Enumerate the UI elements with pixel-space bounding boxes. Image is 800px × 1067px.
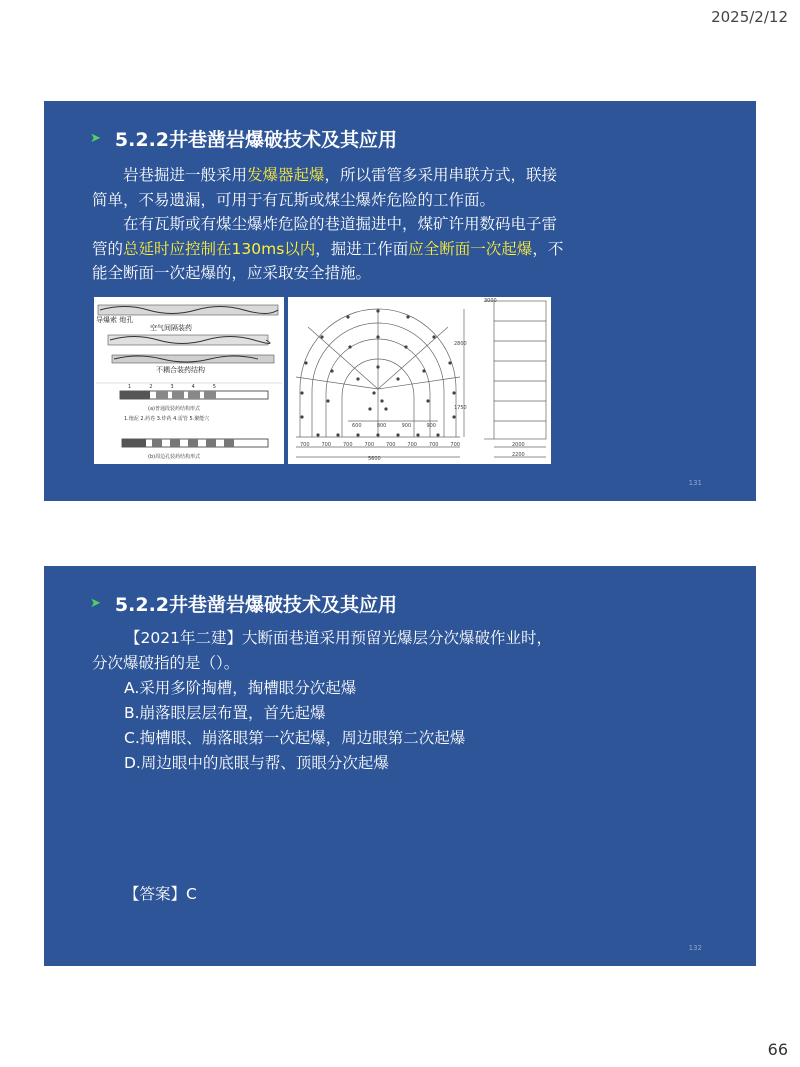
- blasthole-layout-figure: [288, 297, 551, 464]
- charge-structure-figure: [94, 297, 284, 464]
- paragraph-text: 岩巷掘进一般采用: [123, 166, 248, 184]
- figure-caption-b: (b)周边孔装药结构形式: [148, 454, 201, 460]
- dimension-height: 2800: [454, 341, 467, 347]
- question-line-2: 分次爆破指的是（）。: [92, 654, 240, 672]
- option-c: C.掏槽眼、崩落眼第一次起爆，周边眼第二次起爆: [124, 729, 466, 747]
- figure-label-mid: 空气间隔装药: [150, 324, 192, 332]
- print-date: 2025/2/12: [711, 8, 788, 26]
- highlighted-text: 发爆器起爆: [247, 166, 325, 184]
- slide-title: [90, 125, 397, 152]
- question-line-1: 【2021年二建】大断面巷道采用预留光爆层分次爆破作业时，: [125, 629, 552, 647]
- option-d: D.周边眼中的底眼与帮、顶眼分次起爆: [124, 754, 389, 772]
- question-block: [92, 626, 652, 776]
- slide-132: [44, 566, 756, 966]
- dimension-width: 5600: [368, 456, 381, 462]
- highlighted-text: 应全断面一次起爆: [408, 239, 533, 258]
- dimension-side: 1750: [454, 405, 467, 411]
- arrow-bullet-icon: ➤: [90, 596, 101, 611]
- slide-title-text: 5.2.2井巷凿岩爆破技术及其应用: [114, 129, 398, 151]
- dimension-top: 3000: [484, 298, 497, 304]
- answer-text: 【答案】C: [124, 885, 197, 903]
- dimension-side-b: 2200: [512, 452, 525, 458]
- dimension-mid-row: 600 800 900 900: [352, 423, 436, 429]
- slide-number: 132: [688, 944, 702, 952]
- paragraph-text: ，掘进工作面: [315, 239, 409, 258]
- arrow-bullet-icon: ➤: [90, 131, 101, 146]
- figure-label-top: 导爆索 炮孔: [96, 316, 134, 324]
- paragraph-text: 在有瓦斯或有煤尘爆炸危险的巷道掘进中，煤矿许用数码电子雷管的: [92, 215, 558, 258]
- option-b: B.崩落眼层层布置，首先起爆: [124, 704, 326, 722]
- slide-body: [92, 163, 572, 286]
- paragraph-text: ，所以雷管多采用串联方式，联接简单，不易遗漏，可用于有瓦斯或煤尘爆炸危险的工作面。: [92, 166, 558, 209]
- slide-131: [44, 101, 756, 501]
- figure-part-numbers-a: 12345: [128, 384, 234, 390]
- figure-label-low: 不耦合装药结构: [156, 366, 205, 374]
- dimension-side-a: 2000: [512, 442, 525, 448]
- dimension-bottom-row: 700 700 700 700 700 700 700 700: [300, 442, 460, 448]
- figure-legend: 1.炮泥 2.药卷 3.炸药 4.雷管 5.聚能穴: [124, 416, 210, 422]
- page-number: 66: [767, 1040, 788, 1059]
- slide-title: [90, 590, 397, 617]
- slide-title-text: 5.2.2井巷凿岩爆破技术及其应用: [114, 594, 398, 616]
- paragraph-detonation: [92, 163, 572, 212]
- paragraph-gas-conditions: [92, 212, 572, 286]
- slide-number: 131: [688, 479, 702, 487]
- highlighted-text: 总延时应控制在130ms以内: [123, 239, 316, 258]
- paragraph-text: ，不能全断面一次起爆的，应采取安全措施。: [92, 239, 564, 282]
- figure-caption-a: (a)普通段装药结构形式: [148, 406, 200, 412]
- option-a: A.采用多阶掏槽，掏槽眼分次起爆: [124, 679, 357, 697]
